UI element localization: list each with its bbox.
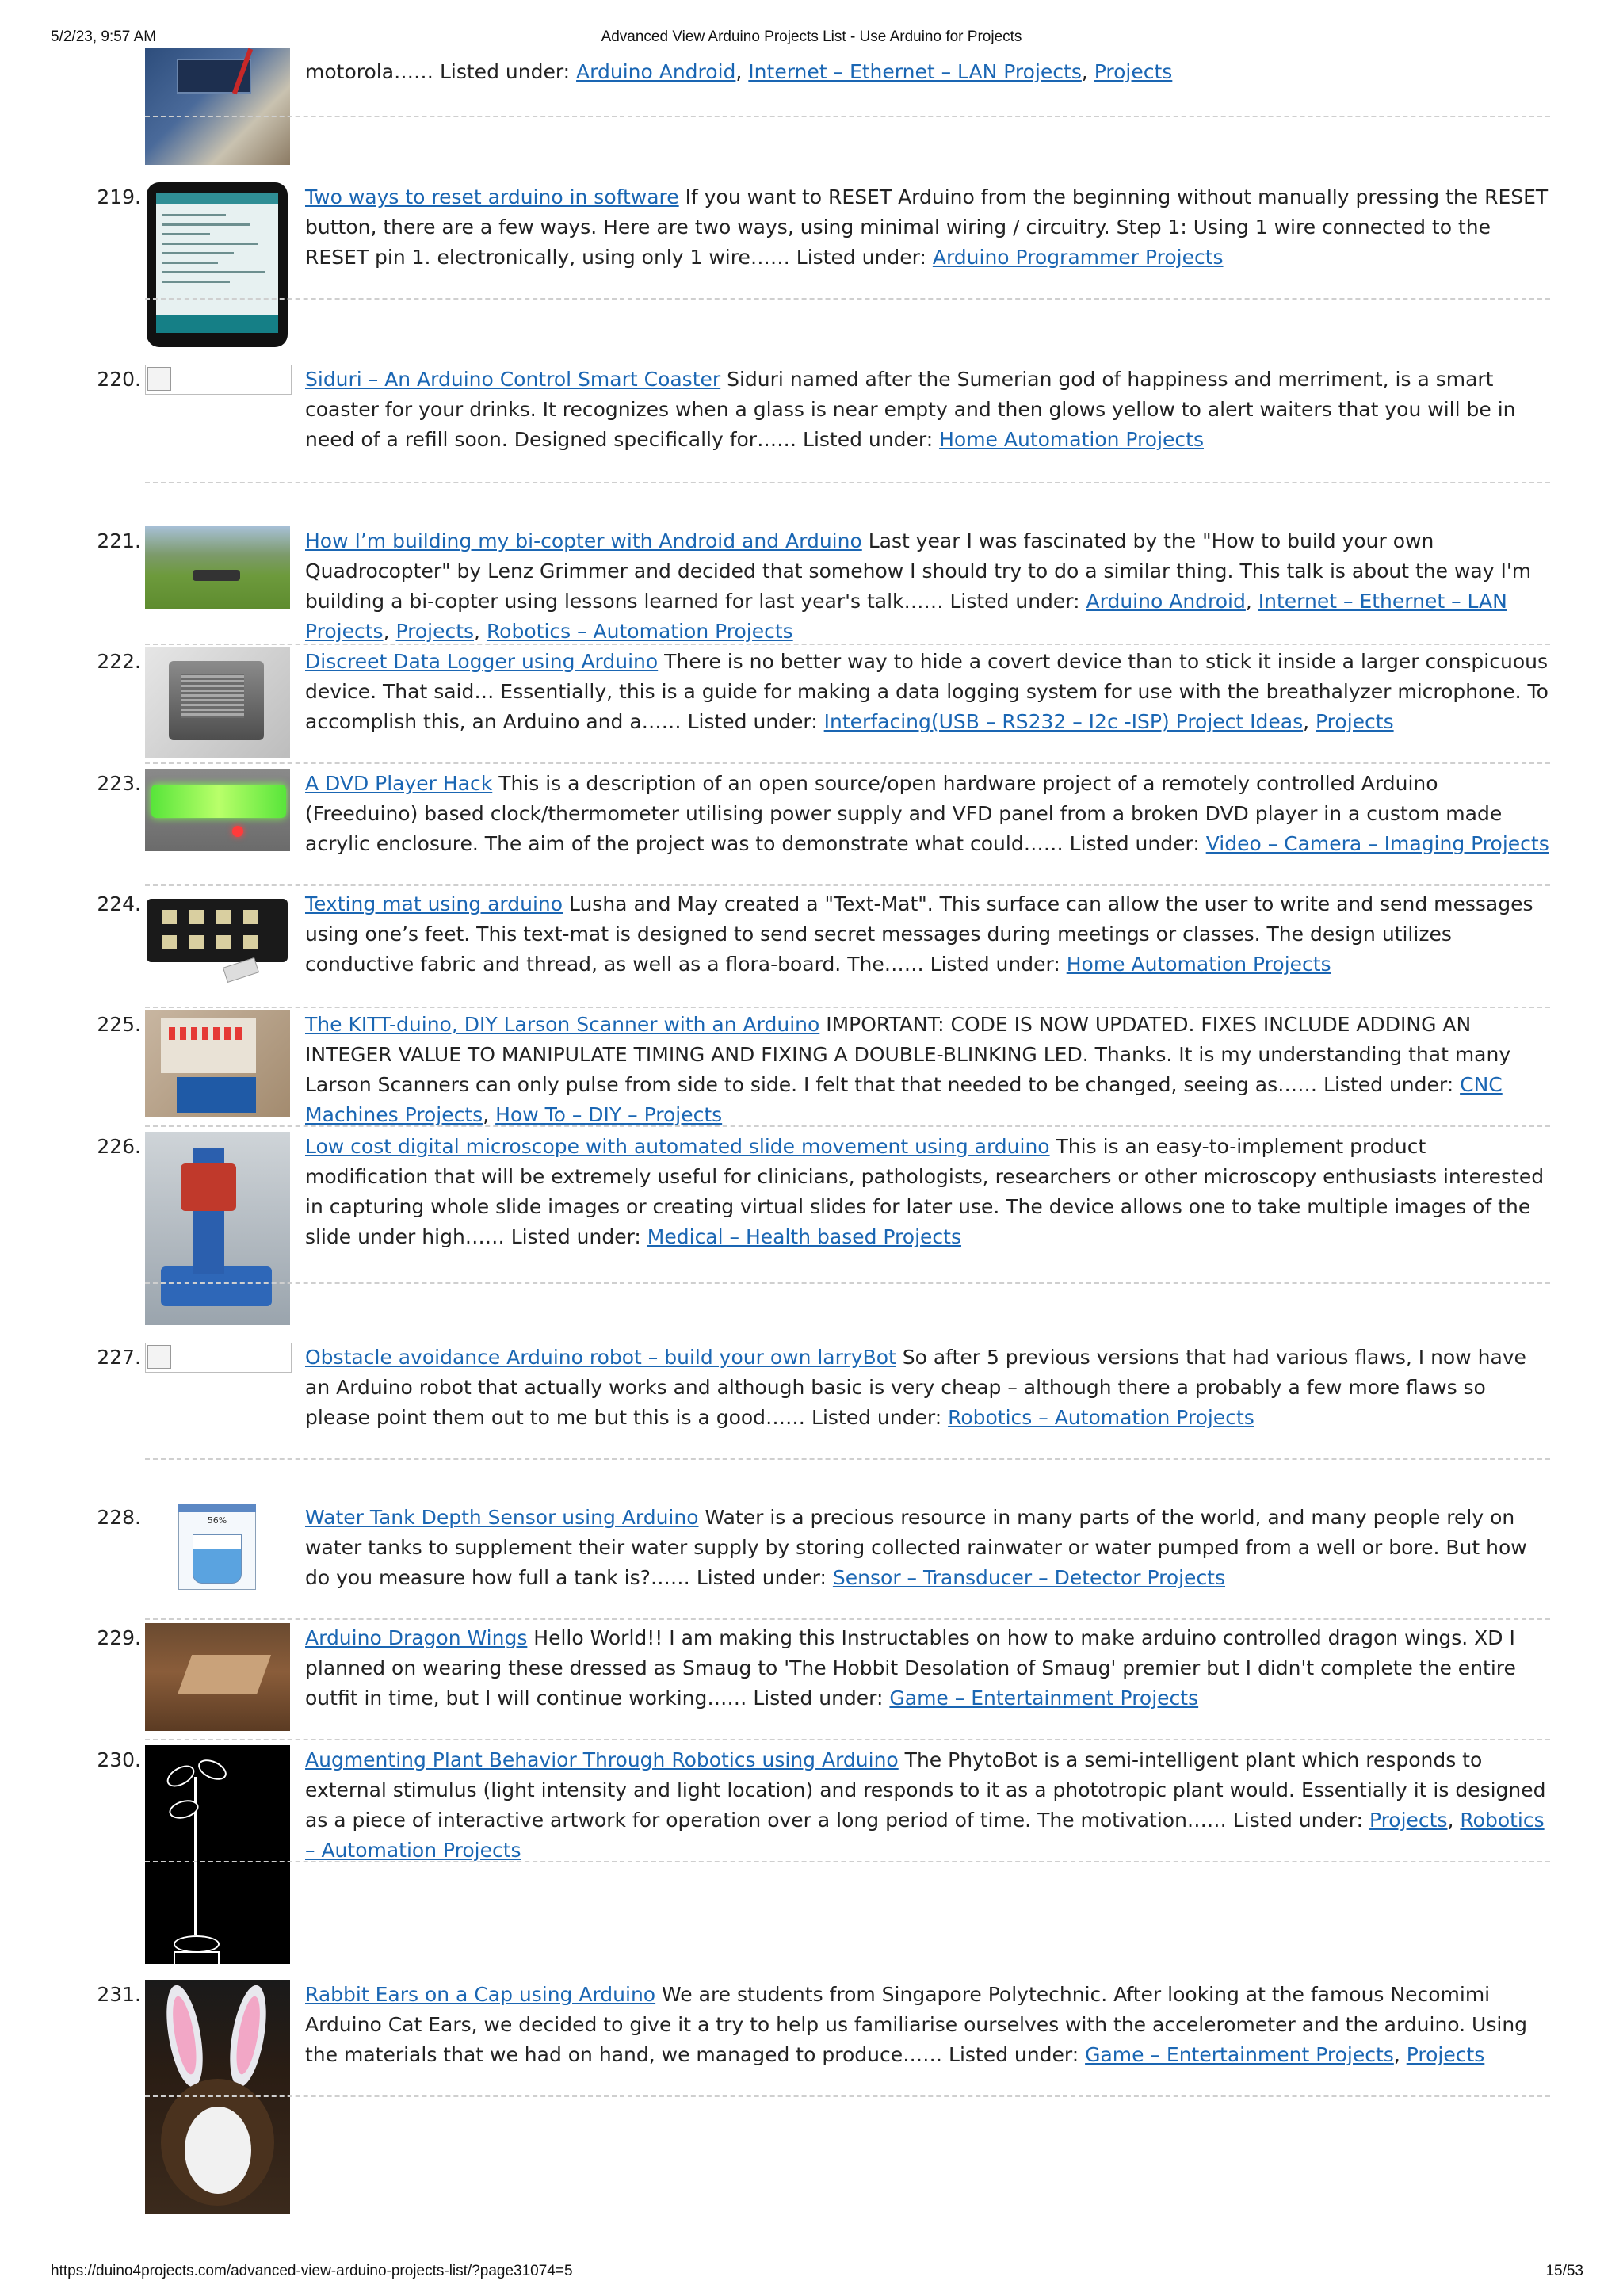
item-number: 230.: [97, 1748, 141, 1771]
listed-under-label: Listed under:: [439, 60, 571, 83]
project-title-link[interactable]: The KITT-duino, DIY Larson Scanner with an Arduino: [305, 1013, 820, 1036]
project-description: [305, 769, 1549, 859]
category-link[interactable]: Medical – Health based Projects: [647, 1225, 961, 1248]
project-summary: Water is a precious resource in many parts of the world, and many people rely on water tanks to supplement their water supply by storing collected rainwater or water pumped from a well or bore. But how do you measure how full a tank is?……: [305, 1506, 1527, 1589]
project-description: [305, 1623, 1549, 1713]
item-number: 223.: [97, 772, 141, 795]
list-item: [0, 361, 1623, 488]
list-item: [0, 1130, 1623, 1328]
project-summary: The PhytoBot is a semi-intelligent plant which responds to external stimulus (light intensity and light location) and responds to it as a phototropic plant would. Essentially it is designed as a piece of interactive artwork for operation over a long period of time. The motivation……: [305, 1748, 1546, 1832]
project-thumbnail[interactable]: [145, 1745, 290, 1964]
project-title-link[interactable]: How I’m building my bi-copter with Android and Arduino: [305, 529, 862, 552]
category-link[interactable]: Arduino Programmer Projects: [932, 246, 1224, 269]
project-summary: motorola……: [305, 60, 440, 83]
project-thumbnail[interactable]: [145, 1132, 290, 1325]
category-link[interactable]: Interfacing(USB – RS232 – I2c -ISP) Project Ideas: [823, 710, 1304, 733]
listed-under-label: Listed under:: [930, 953, 1060, 976]
divider: [145, 884, 1550, 886]
project-description: [305, 182, 1549, 273]
tank-percent-label: 56%: [207, 1515, 227, 1526]
item-number: 220.: [97, 368, 141, 391]
project-description: Discreet Data Logger using Arduino There is no better way to hide a covert device than to stick it inside a larger conspicuous device. That said… Essentially, this is a guide for making a data logging system for use with the breathalyzer microphone. To accomplish this, an Arduino and a…… Listed under: Interfacing(USB – RS232 – I2c -ISP) Project Ideas, Projects: [305, 650, 1549, 733]
list-item: [0, 1978, 1623, 2216]
project-thumbnail[interactable]: [145, 1980, 290, 2214]
list-item: [0, 179, 1623, 361]
divider: [145, 1618, 1550, 1620]
listed-under-label: Listed under:: [796, 246, 926, 269]
project-thumbnail[interactable]: [145, 48, 290, 165]
broken-image-icon[interactable]: [145, 1343, 292, 1373]
print-footer: [0, 2263, 1623, 2286]
item-number: 219.: [97, 185, 141, 208]
project-thumbnail[interactable]: [145, 889, 290, 984]
listed-under-label: Listed under:: [510, 1225, 641, 1248]
page-number: 15/53: [1545, 2263, 1583, 2279]
project-description: [305, 1343, 1549, 1433]
project-title-link[interactable]: Rabbit Ears on a Cap using Arduino: [305, 1983, 656, 2006]
divider: [145, 482, 1550, 483]
list-item: [0, 1744, 1623, 1981]
category-link[interactable]: Home Automation Projects: [939, 428, 1204, 451]
list-item: [0, 48, 1623, 166]
listed-under-label: Listed under:: [949, 590, 1080, 613]
category-link[interactable]: Game – Entertainment Projects: [889, 1687, 1199, 1710]
project-summary: Lusha and May created a "Text-Mat". This surface can allow the user to write and send messages using one’s feet. This text-mat is designed to send secret messages during meetings or classes. The design utilizes conductive fabric and thread, as well as a flora-board. The……: [305, 892, 1533, 976]
broken-image-icon[interactable]: [145, 365, 292, 395]
listed-under-label: Listed under:: [949, 2043, 1079, 2066]
item-number: 229.: [97, 1626, 141, 1649]
listed-under-label: Listed under:: [1232, 1809, 1363, 1832]
category-link[interactable]: Robotics – Automation Projects: [305, 1809, 1545, 1862]
item-number: 221.: [97, 529, 141, 552]
project-thumbnail[interactable]: [145, 769, 290, 851]
project-thumbnail[interactable]: [145, 1623, 290, 1731]
project-thumbnail[interactable]: [145, 526, 290, 609]
project-title-link[interactable]: Arduino Dragon Wings: [305, 1626, 528, 1649]
list-item: [0, 1622, 1623, 1740]
category-link[interactable]: Game – Entertainment Projects: [1085, 2043, 1394, 2066]
divider: [145, 1125, 1550, 1127]
list-item: [0, 523, 1623, 642]
listed-under-label: Listed under:: [753, 1687, 884, 1710]
category-link[interactable]: Projects: [1369, 1809, 1448, 1832]
project-description: [305, 889, 1549, 980]
item-number: 231.: [97, 1983, 141, 2006]
project-summary: So after 5 previous versions that had various flaws, I now have an Arduino robot that actually works and although basic is very cheap – although there a probably a few more flaws so please point them out to me but this is a good……: [305, 1346, 1526, 1429]
project-title-link[interactable]: Augmenting Plant Behavior Through Robotics using Arduino: [305, 1748, 899, 1771]
project-summary: IMPORTANT: CODE IS NOW UPDATED. FIXES INCLUDE ADDING AN INTEGER VALUE TO MANIPULATE TIMING AND FIXING A DOUBLE-BLINKING LED. Thanks. It is my understanding that many Larson Scanners can only pulse from side to side. I felt that that needed to be changed, seeing as……: [305, 1013, 1511, 1096]
project-thumbnail[interactable]: [145, 1503, 290, 1591]
project-description: How I’m building my bi-copter with Android and Arduino Last year I was fascinated by the "How to build your own Quadrocopter" by Lenz Grimmer and decided that somehow I should try to do a similar thing. This talk is about the way I'm building a bi-copter using lessons learned for last year's talk…… Listed under: Arduino Android, Internet – Ethernet – LAN Projects, Projects, Robotics – Automation Projects: [305, 529, 1532, 643]
category-link[interactable]: CNC Machines Projects: [305, 1073, 1503, 1126]
project-summary: Last year I was fascinated by the "How to build your own Quadrocopter" by Lenz Grimmer and decided that somehow I should try to do a similar thing. This talk is about the way I'm building a bi-copter using lessons learned for last year's talk……: [305, 529, 1532, 613]
category-link[interactable]: Video – Camera – Imaging Projects: [1205, 832, 1549, 855]
project-title-link[interactable]: Obstacle avoidance Arduino robot – build your own larryBot: [305, 1346, 896, 1369]
divider: [145, 2095, 1550, 2097]
listed-under-label: Listed under:: [1323, 1073, 1454, 1096]
project-summary: This is a description of an open source/open hardware project of a remotely controlled Arduino (Freeduino) based clock/thermometer utilising power supply and VFD panel from a broken DVD player in a custom made acrylic enclosure. The aim of the project was to demonstrate what could……: [305, 772, 1503, 855]
category-link[interactable]: Projects: [1406, 2043, 1485, 2066]
project-thumbnail[interactable]: [145, 647, 290, 758]
divider: [145, 1861, 1550, 1862]
print-header: [0, 0, 1623, 48]
category-link[interactable]: Projects: [395, 620, 475, 643]
project-title-link[interactable]: Low cost digital microscope with automated slide movement using arduino: [305, 1135, 1050, 1158]
item-number: 225.: [97, 1013, 141, 1036]
project-summary: We are students from Singapore Polytechnic. After looking at the famous Necomimi Arduino Cat Ears, we decided to give it a try to help us familiarise ourselves with the accelerometer and the arduino. Using the materials that we had on hand, we managed to produce……: [305, 1983, 1528, 2066]
project-thumbnail[interactable]: [145, 1010, 290, 1117]
page-title: Advanced View Arduino Projects List - Use Arduino for Projects: [601, 29, 1022, 45]
list-item: [0, 767, 1623, 886]
project-summary: Siduri named after the Sumerian god of happiness and merriment, is a smart coaster for your drinks. It recognizes when a glass is near empty and then glows yellow to alert waiters that you will be in need of a refill soon. Designed specifically for……: [305, 368, 1516, 451]
project-description: Augmenting Plant Behavior Through Robotics using Arduino The PhytoBot is a semi-intelligent plant which responds to external stimulus (light intensity and light location) and responds to it as a phototropic plant would. Essentially it is designed as a piece of interactive artwork for operation over a long period of time. The motivation…… Listed under: Projects, Robotics – Automation Projects: [305, 1748, 1546, 1862]
category-link[interactable]: Projects: [1316, 710, 1394, 733]
project-summary: There is no better way to hide a covert device than to stick it inside a larger conspicuous device. That said… Essentially, this is a guide for making a data logging system for use with the breathalyzer microphone. To accomplish this, an Arduino and a……: [305, 650, 1549, 733]
project-title-link[interactable]: Discreet Data Logger using Arduino: [305, 650, 659, 673]
category-link[interactable]: How To – DIY – Projects: [495, 1103, 723, 1126]
project-summary: If you want to RESET Arduino from the beginning without manually pressing the RESET button, there are a few ways. Here are two ways, using minimal wiring / circuitry. Step 1: Using 1 wire connected to the RESET pin 1. electronically, using only 1 wire……: [305, 185, 1549, 269]
item-number: 224.: [97, 892, 141, 915]
item-number: 222.: [97, 650, 141, 673]
list-item: [0, 645, 1623, 764]
category-link[interactable]: Robotics – Automation Projects: [486, 620, 793, 643]
category-link[interactable]: Internet – Ethernet – LAN Projects: [748, 60, 1082, 83]
listed-under-label: Listed under:: [803, 428, 934, 451]
listed-under-label: Listed under:: [687, 710, 818, 733]
project-title-link[interactable]: Water Tank Depth Sensor using Arduino: [305, 1506, 699, 1529]
listed-under-label: Listed under:: [812, 1406, 942, 1429]
category-link[interactable]: Robotics – Automation Projects: [948, 1406, 1254, 1429]
category-link[interactable]: Internet – Ethernet – LAN Projects: [305, 590, 1507, 643]
divider: [145, 298, 1550, 300]
list-item: [0, 1341, 1623, 1468]
project-title-link[interactable]: Texting mat using arduino: [305, 892, 563, 915]
project-description: [305, 365, 1549, 455]
divider: [145, 1739, 1550, 1740]
divider: [145, 762, 1550, 764]
project-summary: This is an easy-to-implement product modification that will be extremely useful for clinicians, pathologists, researchers or other microscopy enthusiasts interested in capturing whole slide images or creating virtual slides for later use. The device allows one to take multiple images of the slide under high……: [305, 1135, 1545, 1248]
item-number: 226.: [97, 1135, 141, 1158]
list-item: [0, 888, 1623, 1007]
project-title-link[interactable]: Siduri – An Arduino Control Smart Coaster: [305, 368, 721, 391]
page-url: https://duino4projects.com/advanced-view-arduino-projects-list/?page31074=5: [51, 2263, 573, 2279]
project-thumbnail[interactable]: [145, 182, 290, 349]
category-link[interactable]: Projects: [1094, 60, 1173, 83]
project-title-link[interactable]: Two ways to reset arduino in software: [305, 185, 679, 208]
category-link[interactable]: Sensor – Transducer – Detector Projects: [832, 1566, 1226, 1589]
divider: [145, 1458, 1550, 1460]
divider: [145, 116, 1550, 117]
item-number: 228.: [97, 1506, 141, 1529]
print-datetime: 5/2/23, 9:57 AM: [51, 29, 157, 45]
item-number: 227.: [97, 1346, 141, 1369]
category-link[interactable]: Home Automation Projects: [1066, 953, 1331, 976]
listed-under-label: Listed under:: [696, 1566, 827, 1589]
project-title-link[interactable]: A DVD Player Hack: [305, 772, 493, 795]
list-item: [0, 1501, 1623, 1620]
category-link[interactable]: Arduino Android: [576, 60, 736, 83]
list-item: [0, 1008, 1623, 1127]
category-link[interactable]: Arduino Android: [1086, 590, 1246, 613]
project-description: [305, 1132, 1549, 1252]
divider: [145, 1282, 1550, 1284]
project-description: [305, 1503, 1549, 1593]
project-description: Rabbit Ears on a Cap using Arduino We are students from Singapore Polytechnic. After looking at the famous Necomimi Arduino Cat Ears, we decided to give it a try to help us familiarise ourselves with the accelerometer and the arduino. Using the materials that we had on hand, we managed to produce…… Listed under: Game – Entertainment Projects, Projects: [305, 1983, 1528, 2066]
project-description: motorola…… Listed under: Arduino Android, Internet – Ethernet – LAN Projects, Projects: [305, 60, 1173, 83]
project-description: The KITT-duino, DIY Larson Scanner with an Arduino IMPORTANT: CODE IS NOW UPDATED. FIXES INCLUDE ADDING AN INTEGER VALUE TO MANIPULATE TIMING AND FIXING A DOUBLE-BLINKING LED. Thanks. It is my understanding that many Larson Scanners can only pulse from side to side. I felt that that needed to be changed, seeing as…… Listed under: CNC Machines Projects, How To – DIY – Projects: [305, 1013, 1511, 1126]
listed-under-label: Listed under:: [1069, 832, 1200, 855]
project-summary: Hello World!! I am making this Instructables on how to make arduino controlled dragon wings. XD I planned on wearing these dressed as Smaug to 'The Hobbit Desolation of Smaug' premier but I didn't complete the entire outfit in time, but I will continue working……: [305, 1626, 1516, 1710]
